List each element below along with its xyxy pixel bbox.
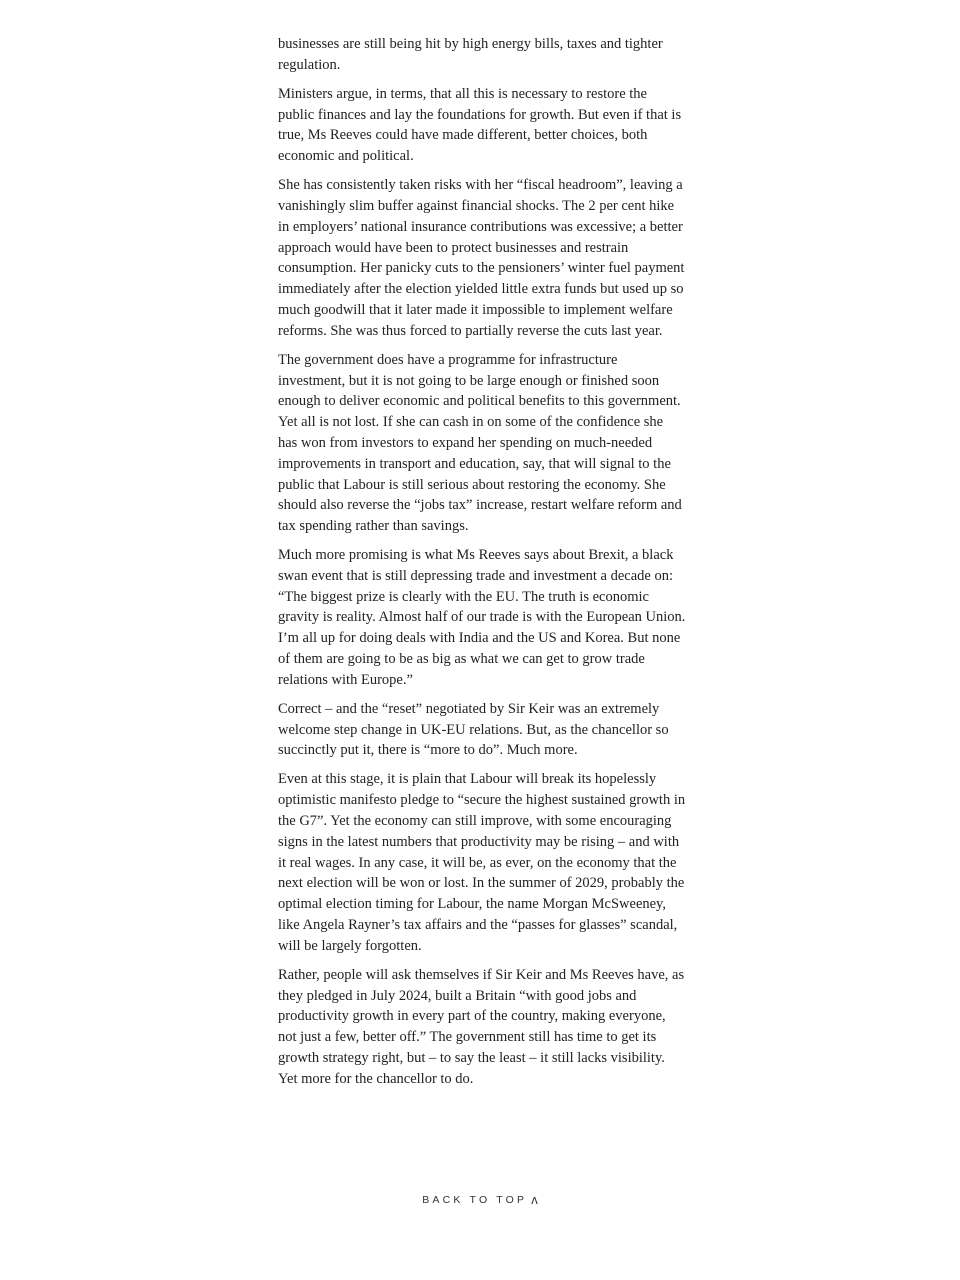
article-paragraph: The government does have a programme for infrastructure investment, but it is not going to be large enough or finished soon enough to deliver economic and political benefits to this government. Yet all is not lost. If she can cash in on some of the confidence she has won from investors to expand her spending on much-needed improvements in transport and education, say, that will signal to the public that Labour is still serious about restoring the economy. She should also reverse the “jobs tax” increase, restart welfare reform and tax spending rather than savings. bbox=[278, 351, 682, 535]
article-body bbox=[278, 34, 686, 1098]
article-paragraph: Correct – and the “reset” negotiated by Sir Keir was an extremely welcome step change in UK-EU relations. But, as the chancellor so succinctly put it, there is “more to do”. Much more. bbox=[278, 700, 669, 759]
article-paragraph: Ministers argue, in terms, that all this is necessary to restore the public finances and lay the foundations for growth. But even if that is true, Ms Reeves could have made different, better choices, both economic and political. bbox=[278, 85, 682, 165]
article-paragraph: She has consistently taken risks with her “fiscal headroom”, leaving a vanishingly slim buffer against financial shocks. The 2 per cent hike in employers’ national insurance contributions was excessive; a better approach would have been to protect businesses and restrain consumption. Her panicky cuts to the pensioners’ winter fuel payment immediately after the election yielded little extra funds but used up so much goodwill that it later made it impossible to implement welfare reforms. She was thus forced to partially reverse the cuts last year. bbox=[278, 177, 685, 339]
article-paragraph: Much more promising is what Ms Reeves says about Brexit, a black swan event that is still depressing trade and investment a decade on: “The biggest prize is clearly with the EU. The truth is economic gravity is reality. Almost half of our trade is with the European Union. I’m all up for doing deals with India and the US and Korea. But none of them are going to be as big as what we can get to grow trade relations with Europe.” bbox=[278, 547, 686, 688]
back-to-top-label: BACK TO TOP bbox=[422, 1194, 528, 1206]
caret-up-icon: ʌ bbox=[531, 1192, 538, 1207]
article-paragraph: Even at this stage, it is plain that Labour will break its hopelessly optimistic manifesto pledge to “secure the highest sustained growth in the G7”. Yet the economy can still improve, with some encouraging signs in the latest numbers that productivity may be rising – and with it real wages. In any case, it will be, as ever, on the economy that the next election will be won or lost. In the summer of 2029, probably the optimal election timing for Labour, the name Morgan McSweeney, like Angela Rayner’s tax affairs and the “passes for glasses” scandal, will be largely forgotten. bbox=[278, 771, 686, 954]
back-to-top-link[interactable] bbox=[0, 1192, 960, 1207]
article-paragraph: Rather, people will ask themselves if Sir Keir and Ms Reeves have, as they pledged in July 2024, built a Britain “with good jobs and productivity growth in every part of the country, making everyone, not just a few, better off.” The government still has time to get its growth strategy right, but – to say the least – it still lacks visibility. Yet more for the chancellor to do. bbox=[278, 966, 685, 1087]
article-paragraph: businesses are still being hit by high energy bills, taxes and tighter regulation. bbox=[278, 36, 663, 73]
